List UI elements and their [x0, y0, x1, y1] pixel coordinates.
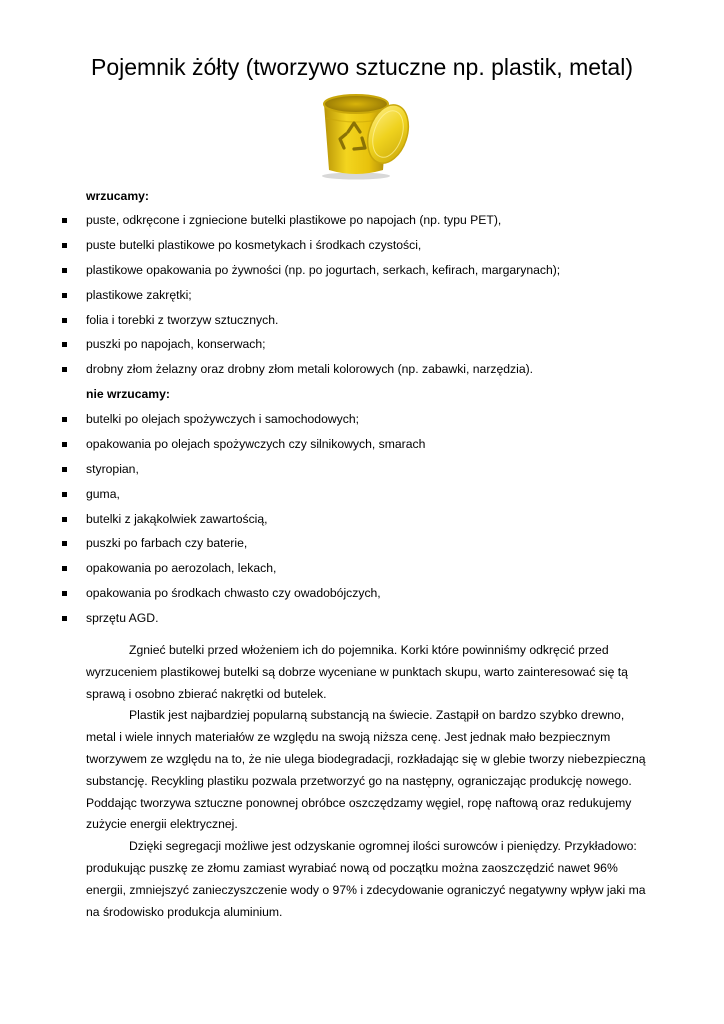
bullet-icon — [62, 218, 67, 223]
bullet-icon — [62, 616, 67, 621]
bullet-icon — [62, 591, 67, 596]
paragraph: Zgnieć butelki przed włożeniem ich do pojemnika. Korki które powinniśmy odkręcić przed wyrzuceniem plastikowej butelki są dobrze wyceniane w punktach skupu, warto zainteresować się tą sprawą i osobno zbierać nakrętki od butelek. — [86, 643, 628, 701]
bullet-icon — [62, 541, 67, 546]
rejected-list — [0, 411, 724, 635]
list-item: styropian, — [0, 461, 724, 486]
bullet-icon — [62, 268, 67, 273]
accepted-list — [0, 212, 724, 386]
list-item: opakowania po olejach spożywczych czy silnikowych, smarach — [0, 436, 724, 461]
body-text — [86, 640, 646, 923]
list-item: puszki po napojach, konserwach; — [0, 336, 724, 361]
bullet-icon — [62, 342, 67, 347]
list-item: butelki po olejach spożywczych i samochodowych; — [0, 411, 724, 436]
bullet-icon — [62, 467, 67, 472]
bullet-icon — [62, 517, 67, 522]
list-item: plastikowe opakowania po żywności (np. po jogurtach, serkach, kefirach, margarynach); — [0, 262, 724, 287]
bullet-icon — [62, 566, 67, 571]
list-item: guma, — [0, 486, 724, 511]
list-item: puszki po farbach czy baterie, — [0, 535, 724, 560]
yellow-recycling-bin-icon — [316, 86, 414, 180]
bullet-icon — [62, 318, 67, 323]
list-item: puste, odkręcone i zgniecione butelki plastikowe po napojach (np. typu PET), — [0, 212, 724, 237]
bullet-icon — [62, 243, 67, 248]
list-item: folia i torebki z tworzyw sztucznych. — [0, 312, 724, 337]
list-item: plastikowe zakrętki; — [0, 287, 724, 312]
bullet-icon — [62, 492, 67, 497]
accepted-heading: wrzucamy: — [86, 189, 149, 203]
bullet-icon — [62, 367, 67, 372]
paragraph: Plastik jest najbardziej popularną substancją na świecie. Zastąpił on bardzo szybko drewno, metal i wiele innych materiałów ze względu na swoją niższa cenę. Jest jednak mało bezpiecznym tworzywem ze względu na to, że nie ulega biodegradacji, rozkładając się w glebie tworzy niebezpieczną substancję. Recykling plastiku pozwala przetworzyć go na następny, ograniczając produkcję nowego. Poddając tworzywa sztuczne ponownej obróbce oszczędzamy węgiel, ropę naftową oraz redukujemy zużycie energii elektrycznej. — [86, 708, 646, 832]
page-title: Pojemnik żółty (tworzywo sztuczne np. plastik, metal) — [91, 54, 633, 80]
list-item: butelki z jakąkolwiek zawartością, — [0, 511, 724, 536]
list-item: puste butelki plastikowe po kosmetykach i środkach czystości, — [0, 237, 724, 262]
list-item: opakowania po aerozolach, lekach, — [0, 560, 724, 585]
list-item: opakowania po środkach chwasto czy owadobójczych, — [0, 585, 724, 610]
paragraph: Dzięki segregacji możliwe jest odzyskanie ogromnej ilości surowców i pieniędzy. Przykładowo: produkując puszkę ze złomu zamiast wyrabiać nową od początku można zaoszczędzić nawet 96% energii, zmniejszyć zanieczyszczenie wody o 97% i zdecydowanie ograniczyć negatywny wpływ jaki ma na środowisko produkcja aluminium. — [86, 839, 646, 919]
list-item: drobny złom żelazny oraz drobny złom metali kolorowych (np. zabawki, narzędzia). — [0, 361, 724, 386]
list-item: sprzętu AGD. — [0, 610, 724, 635]
bullet-icon — [62, 293, 67, 298]
bullet-icon — [62, 442, 67, 447]
bullet-icon — [62, 417, 67, 422]
rejected-heading: nie wrzucamy: — [86, 387, 170, 401]
